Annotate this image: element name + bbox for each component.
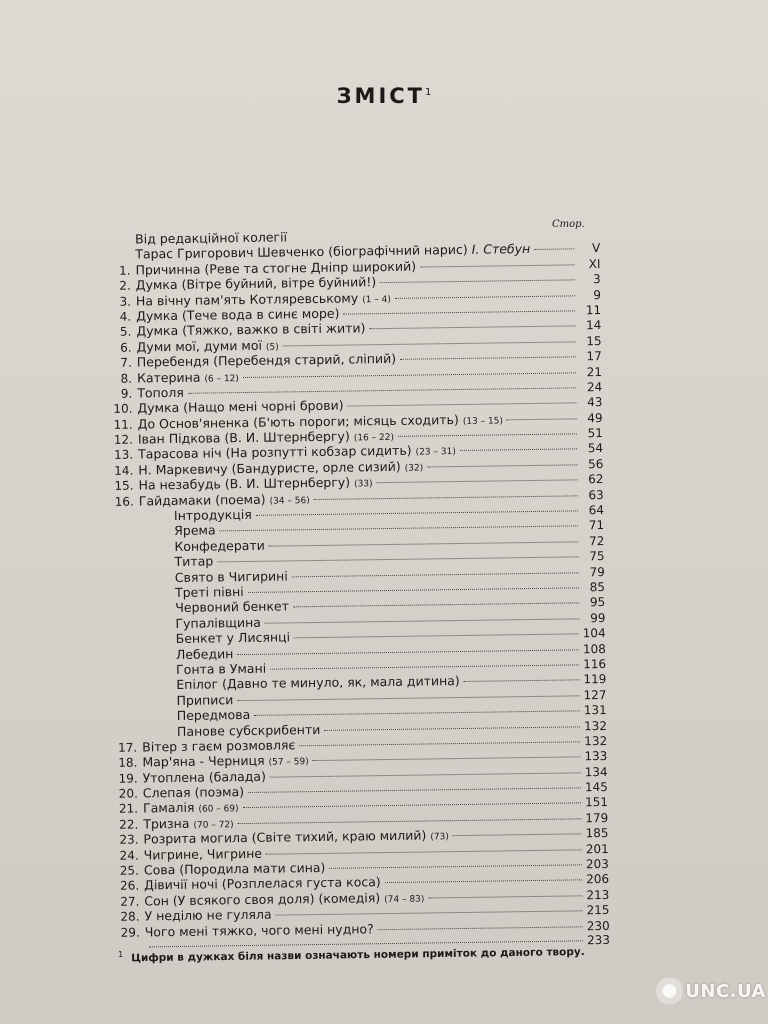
toc-entry-number: 7.	[120, 355, 132, 370]
toc-entry-number: 23.	[119, 832, 139, 848]
toc-entry-page: 185	[585, 826, 609, 841]
toc-entry-title: Лебедин	[175, 645, 234, 662]
toc-entry-note: (33)	[354, 479, 373, 490]
toc-leader-dots	[299, 741, 580, 746]
table-of-contents	[100, 225, 610, 955]
toc-leader-dots	[237, 649, 579, 655]
toc-entry-note: (57 – 59)	[268, 757, 309, 768]
toc-leader-dots	[420, 264, 574, 267]
toc-entry-page: 72	[588, 533, 605, 549]
toc-entry-title: Треті півні	[174, 584, 244, 600]
toc-entry-page: 104	[582, 626, 606, 641]
toc-entry-title: Гамалія	[142, 800, 195, 816]
toc-leader-dots	[534, 249, 574, 251]
toc-entry-page: 11	[585, 302, 602, 318]
toc-leader-dots	[265, 618, 580, 623]
toc-leader-dots	[293, 603, 579, 608]
toc-entry-page: 95	[589, 595, 606, 610]
toc-entry-title: Гонта в Умані	[176, 660, 267, 677]
toc-entry-page: 3	[592, 272, 601, 287]
toc-entry-title: Тризна	[143, 815, 190, 832]
toc-entry-page: 21	[586, 364, 603, 379]
toc-entry-note: (6 – 12)	[204, 373, 239, 385]
toc-entry-page: 56	[587, 456, 604, 472]
toc-entry-number: 2.	[119, 278, 131, 293]
toc-entry-title: На незабудь (В. И. Штернбергу)	[138, 474, 351, 493]
toc-leader-dots	[237, 695, 579, 701]
toc-entry-page: 201	[585, 841, 609, 856]
toc-entry-page: XI	[588, 256, 601, 271]
toc-leader-dots	[266, 849, 582, 854]
toc-entry-title: Дівичії ночі (Розплелася густа коса)	[144, 874, 381, 893]
toc-entry-title: У неділю не гуляла	[144, 906, 272, 924]
toc-entry-number: 24.	[119, 848, 139, 863]
toc-entry-title: Вітер з гаєм розмовляє	[142, 737, 296, 755]
toc-entry-number: 28.	[120, 909, 140, 924]
toc-leader-dots	[378, 926, 583, 930]
toc-entry-number: 6.	[120, 340, 132, 355]
toc-leader-dots	[329, 864, 582, 869]
toc-entry-title: Титар	[174, 553, 214, 570]
toc-leader-dots	[377, 480, 578, 484]
toc-leader-dots	[427, 464, 577, 467]
toc-entry-number: 9.	[120, 386, 133, 401]
toc-entry-number: 16.	[114, 494, 134, 509]
toc-entry-number: 3.	[119, 294, 132, 309]
toc-entry-note: (70 – 72)	[193, 820, 234, 831]
toc-entry-number: 25.	[119, 863, 140, 878]
toc-leader-dots	[324, 726, 580, 731]
toc-entry-title: Панове субскрибенти	[176, 721, 321, 739]
toc-entry-page: 132	[583, 718, 608, 733]
toc-leader-dots	[217, 557, 578, 563]
page-column-header: Стор.	[552, 219, 585, 230]
toc-entry-number: 10.	[113, 401, 133, 417]
toc-entry-title: Думка (Нащо мені чорні брови)	[137, 397, 344, 416]
toc-entry-number: 19.	[118, 771, 138, 786]
toc-entry-title: Приписи	[176, 691, 234, 708]
toc-leader-dots	[395, 295, 575, 299]
toc-leader-dots	[400, 356, 576, 359]
toc-entry-title: Думка (Тече вода в синє море)	[136, 305, 340, 324]
toc-entry-page: 133	[584, 749, 608, 764]
toc-entry-title: Катерина	[136, 369, 201, 386]
toc-entry-title: Свято в Чигирині	[174, 568, 288, 585]
toc-leader-dots	[385, 880, 582, 884]
toc-entry-title: Мар'яна - Черниця	[142, 753, 265, 770]
toc-entry-number: 22.	[119, 817, 139, 832]
toc-entry-page: 134	[584, 764, 608, 779]
toc-leader-dots	[276, 911, 583, 916]
toc-leader-dots	[243, 803, 582, 809]
page-title	[0, 84, 768, 108]
toc-entry-page: 17	[586, 349, 602, 364]
toc-entry-title: Думка (Тяжко, важко в світі жити)	[136, 320, 366, 339]
toc-entry-title: Чого мені тяжко, чого мені нудно?	[144, 920, 374, 940]
toc-entry-note: (5)	[265, 342, 279, 353]
toc-entry-note: (13 – 15)	[462, 416, 504, 427]
toc-leader-dots	[294, 634, 579, 639]
toc-entry-page: 9	[593, 287, 602, 302]
toc-entry-title: Передмова	[176, 707, 251, 724]
toc-entry-title: Тополя	[137, 384, 184, 401]
toc-leader-dots	[314, 495, 578, 500]
toc-leader-dots	[460, 449, 577, 452]
toc-entry-note: (32)	[404, 463, 424, 474]
toc-leader-dots	[464, 680, 580, 683]
toc-entry-number: 1.	[118, 263, 131, 278]
toc-leader-dots	[238, 818, 582, 824]
toc-entry-page: 14	[585, 318, 602, 333]
toc-entry-title: Н. Маркевичу (Бандуристе, орле сизий)	[138, 458, 401, 478]
toc-entry-title: Гайдамаки (поема)	[138, 491, 266, 509]
toc-entry-note: (74 – 83)	[384, 894, 425, 905]
title-footnote-marker: 1	[425, 87, 432, 98]
toc-entry-number: 15.	[114, 478, 134, 494]
watermark	[656, 968, 766, 1014]
toc-entry-title: Чигрине, Чигрине	[143, 845, 263, 863]
toc-entry-title: Утоплена (балада)	[142, 768, 266, 786]
toc-leader-dots	[256, 510, 578, 515]
toc-leader-dots	[380, 280, 575, 284]
toc-leader-dots	[398, 433, 577, 436]
toc-entry-title: Сон (У всякого своя доля) (комедія)	[144, 889, 381, 909]
toc-entry-note: (73)	[430, 832, 449, 843]
toc-entry-page: 131	[583, 703, 607, 718]
toc-entry-title: Тарас Григорович Шевченко (біографічний нарис)	[135, 242, 468, 262]
toc-entry-title: Інтродукція	[173, 506, 252, 524]
toc-entry-number: 13.	[113, 448, 134, 463]
toc-entry-number: 27.	[120, 894, 140, 909]
toc-entry-page: 132	[584, 733, 608, 749]
toc-entry-number: 17.	[118, 740, 138, 755]
toc-entry-page: 213	[586, 887, 610, 903]
toc-entry-title: Слепая (поэма)	[142, 784, 245, 801]
toc-entry-page: 54	[587, 441, 604, 456]
toc-leader-dots	[507, 418, 577, 420]
toc-entry-page: 179	[585, 810, 609, 826]
toc-leader-dots	[313, 757, 581, 762]
toc-leader-dots	[248, 787, 581, 793]
toc-entry-page: 145	[584, 780, 608, 795]
toc-entry-note: (16 – 22)	[353, 432, 395, 444]
toc-leader-dots	[270, 664, 579, 669]
toc-entry-page: 24	[586, 379, 603, 395]
toc-entry-title: Епілог (Давно те минуло, як, мала дитина)	[176, 673, 460, 693]
toc-entry-page: 151	[585, 795, 609, 810]
toc-entry-page: 108	[582, 641, 606, 656]
toc-entry-page: 119	[583, 672, 607, 687]
toc-entry-note: (34 – 56)	[269, 495, 310, 507]
toc-leader-dots	[453, 834, 582, 837]
toc-entry-title: Іван Підкова (В. И. Штернбергу)	[137, 428, 350, 447]
toc-entry-author: І. Стебун	[471, 241, 531, 258]
toc-leader-dots	[428, 895, 582, 898]
toc-entry-page: 49	[587, 410, 603, 425]
toc-entry-note: (23 – 31)	[415, 447, 456, 459]
toc-entry-page: 75	[589, 549, 605, 564]
toc-entry-page: 116	[583, 656, 607, 672]
toc-entry-title: Перебендя (Перебендя старий, сліпий)	[136, 351, 397, 370]
toc-entry-page: 99	[590, 610, 606, 625]
toc-entry-note: (1 – 4)	[362, 294, 391, 305]
toc-entry-title: Тарасова ніч (На розпутті кобзар сидить)	[138, 443, 412, 462]
toc-entry-page: 63	[588, 487, 604, 502]
toc-entry-number: 11.	[113, 417, 133, 432]
toc-leader-dots	[270, 772, 581, 777]
toc-entry-title: Розрита могила (Світе тихий, краю милий)	[143, 827, 427, 847]
toc-entry-page: 64	[588, 503, 605, 518]
title-text: ЗМІСТ	[336, 84, 425, 108]
toc-leader-dots	[269, 541, 579, 546]
toc-entry-page: 85	[589, 579, 606, 595]
toc-entry-title: Гупалівщина	[175, 614, 261, 631]
toc-entry-title: Бенкет у Лисянці	[175, 629, 291, 647]
toc-leader-dots	[188, 387, 576, 393]
toc-entry-title: Конфедерати	[174, 537, 265, 554]
toc-entry-page: 127	[583, 687, 607, 703]
toc-leader-dots	[292, 572, 579, 577]
toc-entry-title: До Основ'яненка (Б'ють пороги; місяць сходить)	[137, 411, 459, 432]
toc-leader-dots	[348, 403, 577, 407]
toc-entry-number: 18.	[118, 755, 138, 771]
toc-entry-number: 20.	[118, 786, 138, 801]
toc-entry-title: Ярема	[174, 522, 216, 539]
toc-entry-page: 71	[588, 518, 605, 533]
toc-entry-page: 79	[589, 564, 605, 579]
toc-entry-number: 21.	[118, 801, 139, 817]
toc-entry-page: 43	[587, 395, 603, 410]
toc-entry-title: Від редакційної колегії	[134, 229, 288, 247]
toc-leader-dots	[254, 710, 580, 716]
toc-leader-dots	[369, 326, 575, 330]
toc-entry-page: 230	[586, 918, 610, 933]
toc-entry-number: 8.	[120, 371, 133, 386]
toc-entry-number: 29.	[120, 925, 140, 940]
toc-entry-number: 4.	[119, 309, 132, 324]
watermark-text: UNC.UA	[685, 980, 766, 1002]
toc-entry-title: Сова (Породила мати сина)	[143, 859, 326, 878]
toc-leader-dots	[243, 372, 576, 378]
toc-entry-page: V	[591, 241, 601, 256]
toc-entry-page: 203	[585, 856, 609, 872]
toc-entry-page: 206	[586, 872, 610, 887]
toc-entry-title: Думка (Вітре буйний, вітре буйний!)	[135, 274, 377, 293]
footnote-text: Цифри в дужках біля назви означають номери приміток до даного твору.	[131, 945, 585, 965]
toc-leader-dots	[248, 587, 579, 593]
toc-entry-page: 215	[586, 903, 610, 918]
footnote-marker: 1	[118, 949, 124, 959]
toc-entry-number: 12.	[113, 432, 134, 447]
toc-entry-title: Червоний бенкет	[175, 598, 290, 616]
toc-leader-dots	[283, 341, 576, 346]
toc-entry-note: (60 – 69)	[198, 804, 239, 816]
toc-entry-number: 14.	[114, 463, 134, 478]
toc-entry-page: 62	[588, 472, 604, 487]
toc-entry-page: 51	[587, 426, 603, 441]
toc-entry-page: 15	[586, 333, 602, 348]
toc-leader-dots	[220, 526, 579, 532]
toc-entry-number: 5.	[119, 324, 132, 340]
toc-entry-title: На вічну пам'ять Котляревському	[135, 289, 359, 309]
watermark-star-icon	[656, 973, 683, 1009]
toc-entry-number: 26.	[119, 878, 140, 894]
toc-entry-title: Причинна (Реве та стогне Дніпр широкий)	[135, 258, 417, 278]
toc-entry-page: 233	[586, 932, 611, 948]
toc-entry-title: Думи мої, думи мої	[136, 337, 263, 355]
toc-leader-dots	[343, 310, 575, 314]
